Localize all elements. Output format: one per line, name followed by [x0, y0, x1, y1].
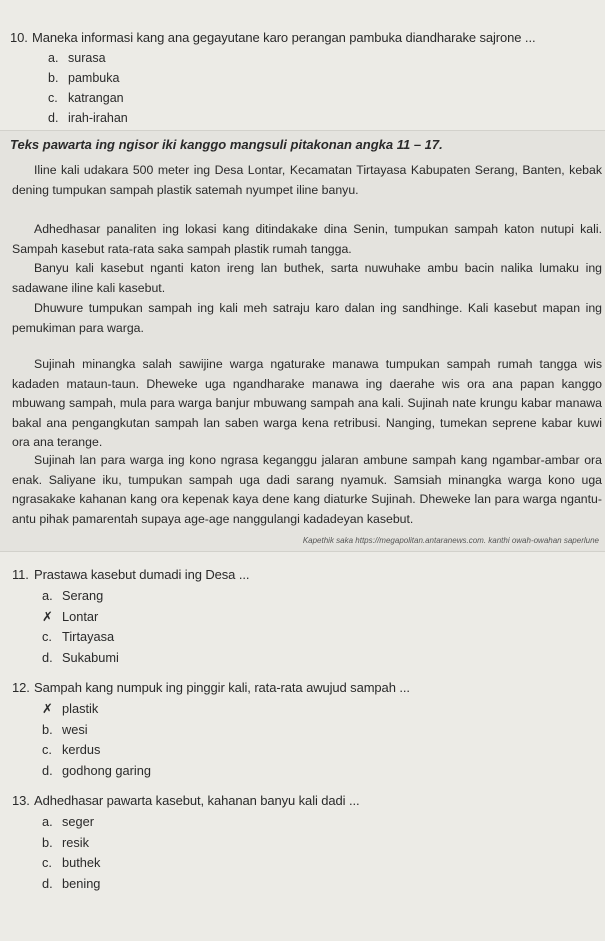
option-text: buthek [62, 855, 101, 870]
source-citation: Kapethik saka https://megapolitan.antaranews.com. kanthi owah-owahan saperlune [302, 536, 599, 545]
options-list [48, 48, 600, 128]
question-13 [12, 793, 602, 894]
option-d[interactable] [42, 648, 602, 669]
paragraph-3: Banyu kali kasebut nganti katon ireng lan buthek, sarta nuwuhake ambu bacin nalika lumaku ing sadawane iline kali kasebut. [12, 261, 602, 295]
paragraph-6: Sujinah lan para warga ing kono ngrasa keganggu jalaran ambune sampah kang ngambar-ambar ora enak. Saliyane iku, tumpukan sampah uga dadi sarang nyamuk. Samsiah minangka warga kono uga ngrasakake kahanan kang ora kepenak kaya dene kang diaturke Sujinah. Dheweke lan para warga ngantu-antu pihak pamarentah supaya age-age nanggulangi kadadeyan kasebut. [12, 453, 602, 526]
option-letter: c. [42, 629, 52, 644]
option-b[interactable] [42, 833, 602, 854]
question-13-title [12, 793, 602, 808]
option-letter: a. [48, 51, 59, 65]
option-letter: c. [42, 855, 52, 870]
option-a[interactable] [42, 586, 602, 607]
option-text: Tirtayasa [62, 629, 115, 644]
option-letter: b. [42, 834, 53, 850]
option-a[interactable] [48, 48, 600, 68]
option-d[interactable] [42, 761, 602, 782]
option-b[interactable] [42, 720, 602, 741]
option-text: kerdus [62, 742, 101, 757]
option-c[interactable] [48, 88, 600, 108]
question-number: 13. [12, 793, 30, 808]
cross-mark-icon: ✗ [42, 608, 53, 624]
question-11 [12, 567, 602, 668]
option-letter: b. [42, 721, 53, 737]
option-d[interactable] [48, 108, 600, 128]
option-text: katrangan [68, 91, 124, 105]
option-letter: c. [42, 742, 52, 757]
option-c[interactable] [42, 853, 602, 874]
question-number: 10. [10, 30, 28, 45]
option-letter: d. [48, 111, 59, 125]
option-text: pambuka [68, 71, 120, 85]
option-letter: a. [42, 814, 53, 829]
option-text: Lontar [62, 608, 99, 624]
options-list [42, 586, 602, 668]
option-d[interactable] [42, 874, 602, 895]
option-text: bening [62, 875, 101, 891]
option-c[interactable] [42, 627, 602, 648]
reading-passage-box [0, 130, 605, 552]
option-letter: b. [48, 71, 59, 85]
option-text: Sukabumi [62, 649, 119, 665]
question-11-title [12, 567, 602, 582]
paragraph-1: Iline kali udakara 500 meter ing Desa Lontar, Kecamatan Tirtayasa Kabupaten Serang, Banten, kebak dening tumpukan sampah plastik satemah nyumpet iline banyu. [12, 163, 602, 197]
question-10 [10, 30, 600, 128]
option-text: resik [62, 834, 90, 850]
options-list [42, 699, 602, 781]
paragraph-5: Sujinah minangka salah sawijine warga ngaturake manawa tumpukan sampah rumah tangga wis kadaden mataun-taun. Dheweke uga ngandharake manawa ing daerahe wis ora ana papan kanggo mbuwang sampah, mula para warga banjur mbuwang sampah ana kali. Sujinah nate krungu kabar manawa bakal ana pengangkutan sampah lan saben warga kena retribusi. Nanging, tumekan seprene kabar kuwi ora ana terange. [12, 357, 602, 450]
question-text: Prastawa kasebut dumadi ing Desa ... [34, 567, 250, 582]
option-text: seger [62, 814, 95, 829]
option-text: wesi [62, 721, 88, 737]
option-a[interactable] [42, 812, 602, 833]
paragraph-4: Dhuwure tumpukan sampah ing kali meh satraju karo dalan ing sandhinge. Kali kasebut mapan ing pemukiman para warga. [12, 301, 602, 335]
option-letter: d. [42, 762, 53, 778]
option-b-selected[interactable] [42, 607, 602, 628]
option-a-selected[interactable] [42, 699, 602, 720]
option-letter: d. [42, 649, 53, 665]
question-10-title [10, 30, 600, 45]
option-letter: d. [42, 875, 53, 891]
question-text: Maneka informasi kang ana gegayutane karo perangan pambuka diandharake sajrone ... [32, 30, 536, 45]
option-text: irah-irahan [68, 111, 128, 125]
question-12-title [12, 680, 602, 695]
question-12 [12, 680, 602, 781]
option-text: plastik [62, 701, 99, 716]
question-text: Sampah kang numpuk ing pinggir kali, rata-rata awujud sampah ... [34, 680, 410, 695]
cross-mark-icon: ✗ [42, 701, 53, 716]
option-letter: a. [42, 588, 53, 603]
paragraph-2: Adhedhasar panaliten ing lokasi kang ditindakake dina Senin, tumpukan sampah katon nutupi kali. Sampah kasebut rata-rata saka sampah plastik rumah tangga. [12, 222, 602, 256]
option-letter: c. [48, 91, 58, 105]
option-text: surasa [68, 51, 106, 65]
question-number: 11. [12, 567, 29, 582]
option-text: godhong garing [62, 762, 151, 778]
question-number: 12. [12, 680, 30, 695]
option-c[interactable] [42, 740, 602, 761]
option-b[interactable] [48, 68, 600, 88]
reading-heading: Teks pawarta ing ngisor iki kanggo mangsuli pitakonan angka 11 – 17. [10, 137, 443, 152]
options-list [42, 812, 602, 894]
question-text: Adhedhasar pawarta kasebut, kahanan banyu kali dadi ... [34, 793, 360, 808]
option-text: Serang [62, 588, 104, 603]
